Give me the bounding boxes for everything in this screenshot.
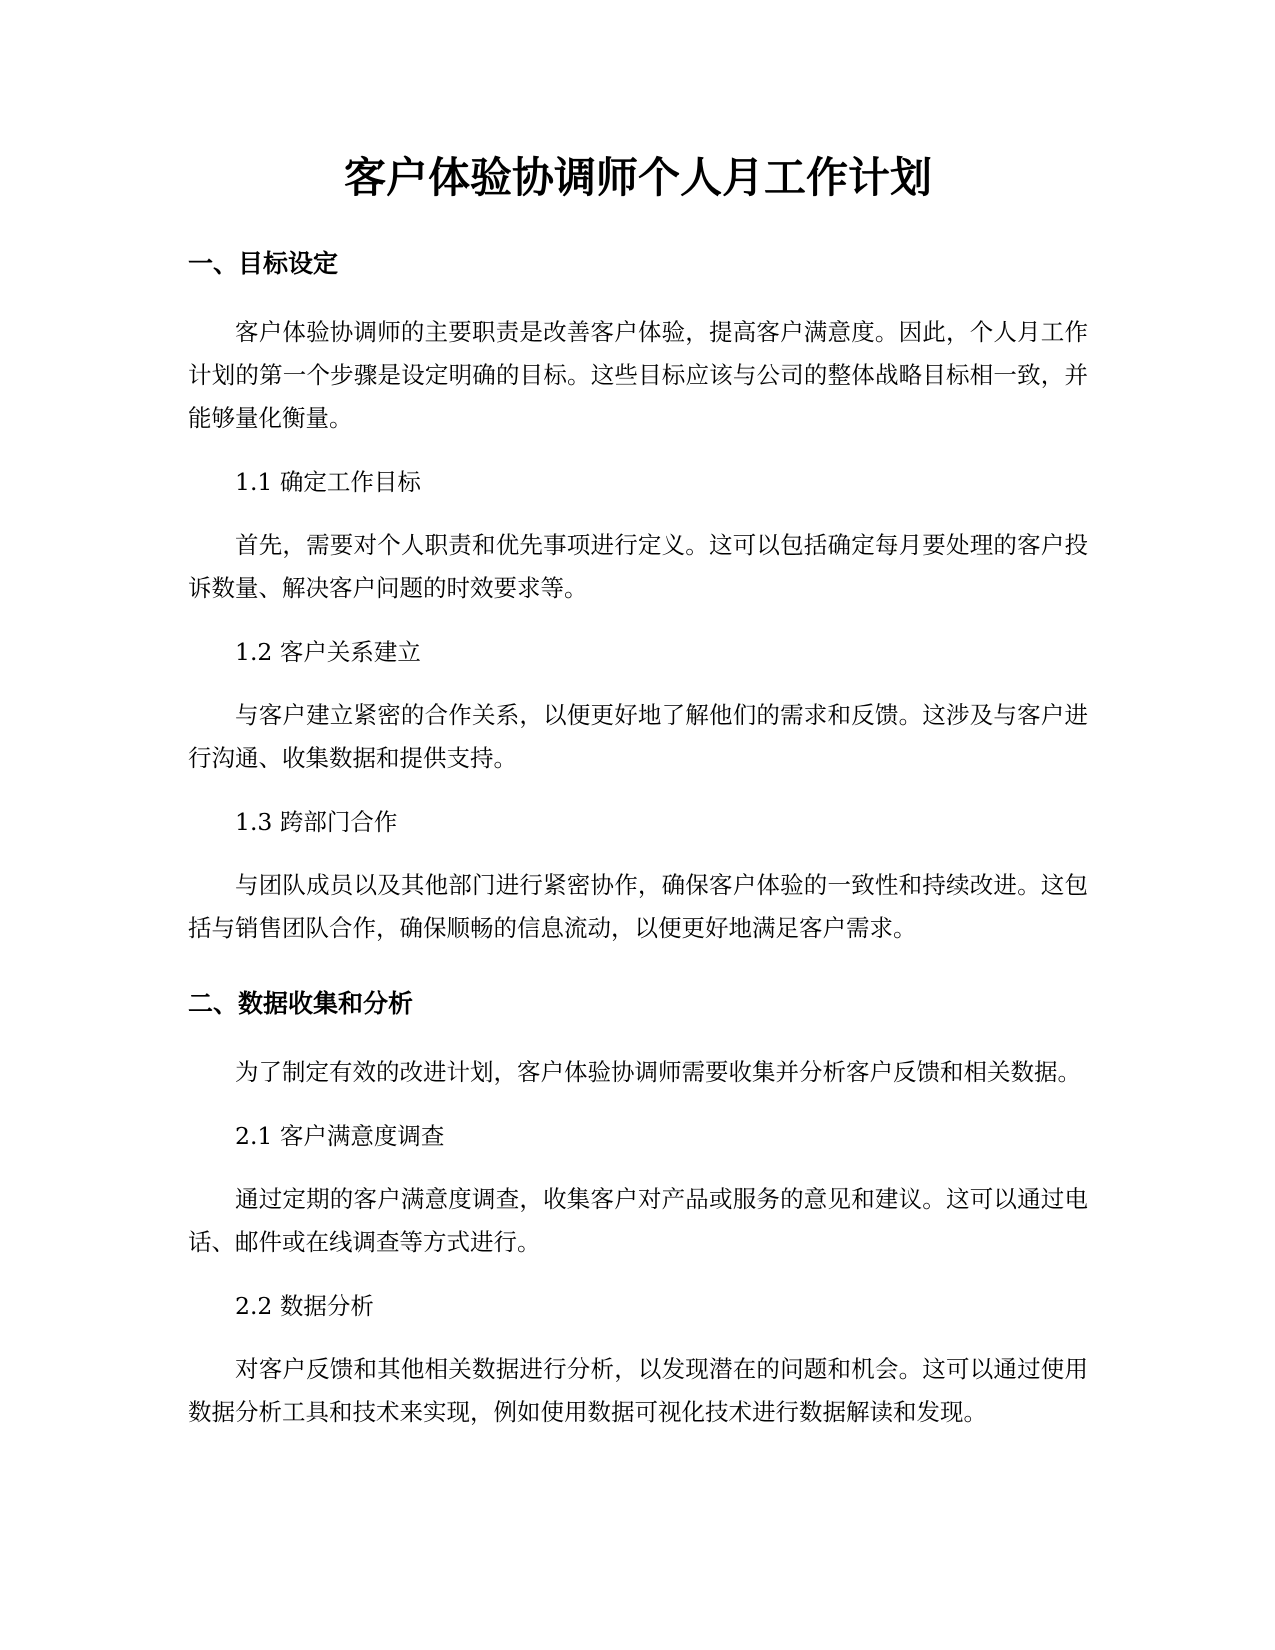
paragraph-2-2: 对客户反馈和其他相关数据进行分析，以发现潜在的问题和机会。这可以通过使用数据分析工具和技术来实现，例如使用数据可视化技术进行数据解读和发现。 xyxy=(188,1355,1088,1426)
subheading-1-2: 1.2 客户关系建立 xyxy=(235,638,421,666)
subheading-2-2: 2.2 数据分析 xyxy=(235,1292,374,1320)
paragraph-1-2: 与客户建立紧密的合作关系，以便更好地了解他们的需求和反馈。这涉及与客户进行沟通、收集数据和提供支持。 xyxy=(188,701,1088,772)
subheading-1-1: 1.1 确定工作目标 xyxy=(235,468,421,496)
paragraph-2-1: 通过定期的客户满意度调查，收集客户对产品或服务的意见和建议。这可以通过电话、邮件或在线调查等方式进行。 xyxy=(188,1185,1088,1256)
document-body xyxy=(188,148,1088,1434)
paragraph-1-1: 首先，需要对个人职责和优先事项进行定义。这可以包括确定每月要处理的客户投诉数量、解决客户问题的时效要求等。 xyxy=(188,531,1088,602)
section-intro-goals: 客户体验协调师的主要职责是改善客户体验，提高客户满意度。因此，个人月工作计划的第一个步骤是设定明确的目标。这些目标应该与公司的整体战略目标相一致，并能够量化衡量。 xyxy=(188,318,1088,432)
subheading-2-1: 2.1 客户满意度调查 xyxy=(235,1122,445,1150)
subheading-1-3: 1.3 跨部门合作 xyxy=(235,808,398,836)
section-heading-goals: 一、目标设定 xyxy=(188,249,339,278)
section-intro-data: 为了制定有效的改进计划，客户体验协调师需要收集并分析客户反馈和相关数据。 xyxy=(235,1058,1081,1086)
paragraph-1-3: 与团队成员以及其他部门进行紧密协作，确保客户体验的一致性和持续改进。这包括与销售团队合作，确保顺畅的信息流动，以便更好地满足客户需求。 xyxy=(188,871,1088,942)
document-title: 客户体验协调师个人月工作计划 xyxy=(343,153,932,202)
section-heading-data: 二、数据收集和分析 xyxy=(188,989,414,1018)
